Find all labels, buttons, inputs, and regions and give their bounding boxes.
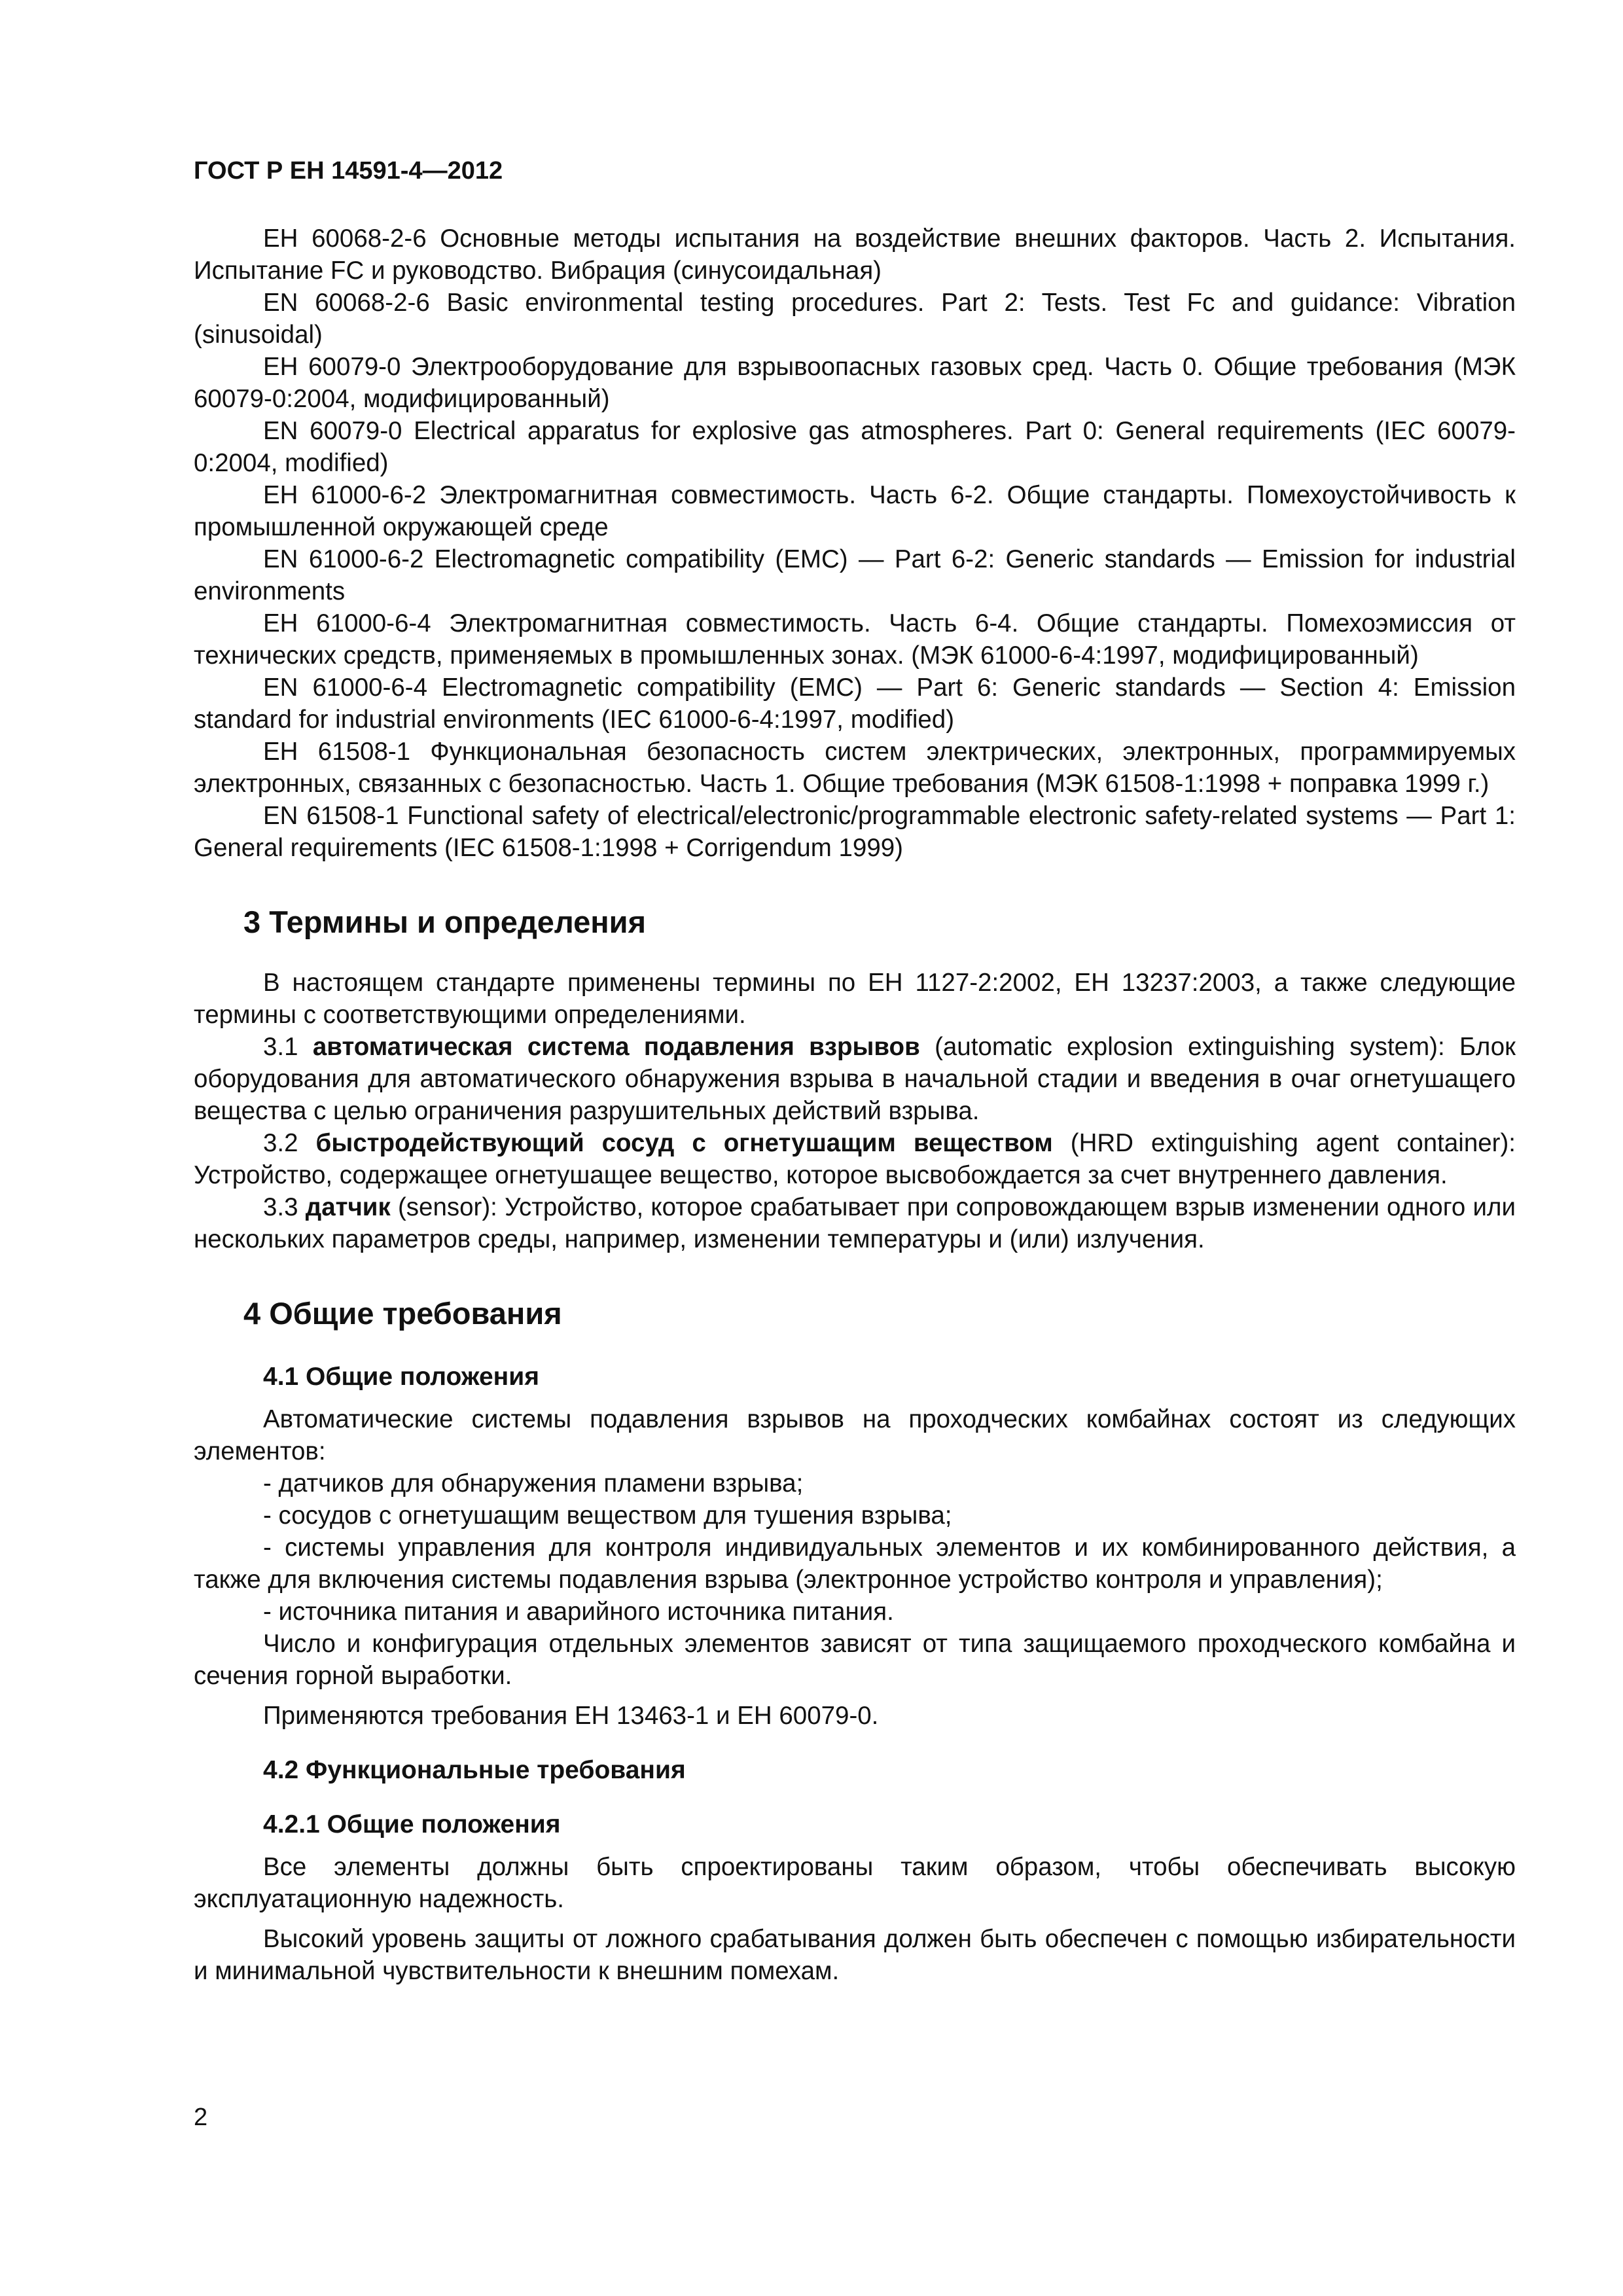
term-3-3 bbox=[194, 1191, 1516, 1255]
subsection-4-1-heading: 4.1 Общие положения bbox=[263, 1363, 539, 1391]
section-4-heading: 4 Общие требования bbox=[243, 1296, 562, 1331]
term-number: 3.2 bbox=[263, 1129, 298, 1157]
term-3-1 bbox=[194, 1031, 1516, 1127]
list-item: - сосудов с огнетушащим веществом для тушения взрыва; bbox=[263, 1501, 952, 1530]
reference-en-61000-6-2: EN 61000-6-2 Electromagnetic compatibility (EMC) — Part 6-2: Generic standards — Emission for industrial environments bbox=[194, 545, 1516, 605]
reference-en-61508: EN 61508-1 Functional safety of electrical/electronic/programmable electronic safety-related systems — Part 1: General requirements (IEC 61508-1:1998 + Corrigendum 1999) bbox=[194, 802, 1516, 862]
term-number: 3.1 bbox=[263, 1033, 298, 1061]
subsection-4-1-intro: Автоматические системы подавления взрывов на проходческих комбайнах состоят из следующих элементов: bbox=[194, 1405, 1516, 1465]
term-name: автоматическая система подавления взрывов bbox=[312, 1033, 920, 1061]
section-3-heading: 3 Термины и определения bbox=[243, 905, 646, 939]
subsection-4-1-paragraph: Применяются требования ЕН 13463-1 и ЕН 60079-0. bbox=[263, 1702, 879, 1730]
standard-header: ГОСТ Р ЕН 14591-4—2012 bbox=[194, 157, 503, 185]
reference-en-60079: EN 60079-0 Electrical apparatus for explosive gas atmospheres. Part 0: General requirements (IEC 60079-0:2004, modified) bbox=[194, 417, 1516, 477]
subsection-4-2-1-heading: 4.2.1 Общие положения bbox=[263, 1810, 561, 1839]
reference-en-61000-6-4: EN 61000-6-4 Electromagnetic compatibility (EMC) — Part 6: Generic standards — Section 4: Emission standard for industrial environments (IEC 61000-6-4:1997, modified) bbox=[194, 673, 1516, 734]
list-item: - датчиков для обнаружения пламени взрыва; bbox=[263, 1469, 804, 1498]
subsection-4-2-1-paragraph: Все элементы должны быть спроектированы таким образом, чтобы обеспечивать высокую эксплуатационную надежность. bbox=[194, 1853, 1516, 1913]
term-definition: (automatic explosion extinguishing system): Блок оборудования для автоматического обнаружения взрыва в начальной стадии и введения в очаг огнетушащего вещества с целью ограничения разрушительных действий взрыва. bbox=[194, 1033, 1516, 1125]
term-3-2 bbox=[194, 1127, 1516, 1191]
list-item: - системы управления для контроля индивидуальных элементов и их комбинированного действия, а также для включения системы подавления взрыва (электронное устройство контроля и управления); bbox=[194, 1534, 1516, 1594]
term-name: быстродействующий сосуд с огнетушащим веществом bbox=[315, 1129, 1053, 1157]
term-definition: (sensor): Устройство, которое срабатывает при сопровождающем взрыв изменении одного или нескольких параметров среды, например, изменении температуры и (или) излучения. bbox=[194, 1193, 1516, 1253]
term-name: датчик bbox=[305, 1193, 391, 1221]
term-definition: (HRD extinguishing agent container): Устройство, содержащее огнетушащее вещество, которое высвобождается за счет внутреннего давления. bbox=[194, 1129, 1516, 1189]
reference-en-60068: EN 60068-2-6 Basic environmental testing procedures. Part 2: Tests. Test Fc and guidance: Vibration (sinusoidal) bbox=[194, 289, 1516, 349]
page-number: 2 bbox=[194, 2104, 208, 2131]
section-3-intro: В настоящем стандарте применены термины по ЕН 1127-2:2002, ЕН 13237:2003, а также следующие термины с соответствующими определениями. bbox=[194, 969, 1516, 1029]
reference-ru-60079: ЕН 60079-0 Электрооборудование для взрывоопасных газовых сред. Часть 0. Общие требования (МЭК 60079-0:2004, модифицированный) bbox=[194, 353, 1516, 413]
reference-ru-60068: ЕН 60068-2-6 Основные методы испытания на воздействие внешних факторов. Часть 2. Испытания. Испытание FC и руководство. Вибрация (синусоидальная) bbox=[194, 224, 1516, 285]
subsection-4-2-heading: 4.2 Функциональные требования bbox=[263, 1756, 686, 1784]
term-number: 3.3 bbox=[263, 1193, 298, 1221]
page-content bbox=[194, 223, 1516, 1987]
list-item: - источника питания и аварийного источника питания. bbox=[263, 1598, 894, 1626]
subsection-4-1-paragraph: Число и конфигурация отдельных элементов зависят от типа защищаемого проходческого комбайна и сечения горной выработки. bbox=[194, 1630, 1516, 1690]
reference-ru-61000-6-4: ЕН 61000-6-4 Электромагнитная совместимость. Часть 6-4. Общие стандарты. Помехоэмиссия от технических средств, применяемых в промышленных зонах. (МЭК 61000-6-4:1997, модифицированный) bbox=[194, 609, 1516, 670]
reference-ru-61508: ЕН 61508-1 Функциональная безопасность систем электрических, электронных, программируемых электронных, связанных с безопасностью. Часть 1. Общие требования (МЭК 61508-1:1998 + поправка 1999 г.) bbox=[194, 738, 1516, 798]
reference-ru-61000-6-2: ЕН 61000-6-2 Электромагнитная совместимость. Часть 6-2. Общие стандарты. Помехоустойчивость к промышленной окружающей среде bbox=[194, 481, 1516, 541]
subsection-4-2-1-paragraph: Высокий уровень защиты от ложного срабатывания должен быть обеспечен с помощью избирательности и минимальной чувствительности к внешним помехам. bbox=[194, 1925, 1516, 1985]
